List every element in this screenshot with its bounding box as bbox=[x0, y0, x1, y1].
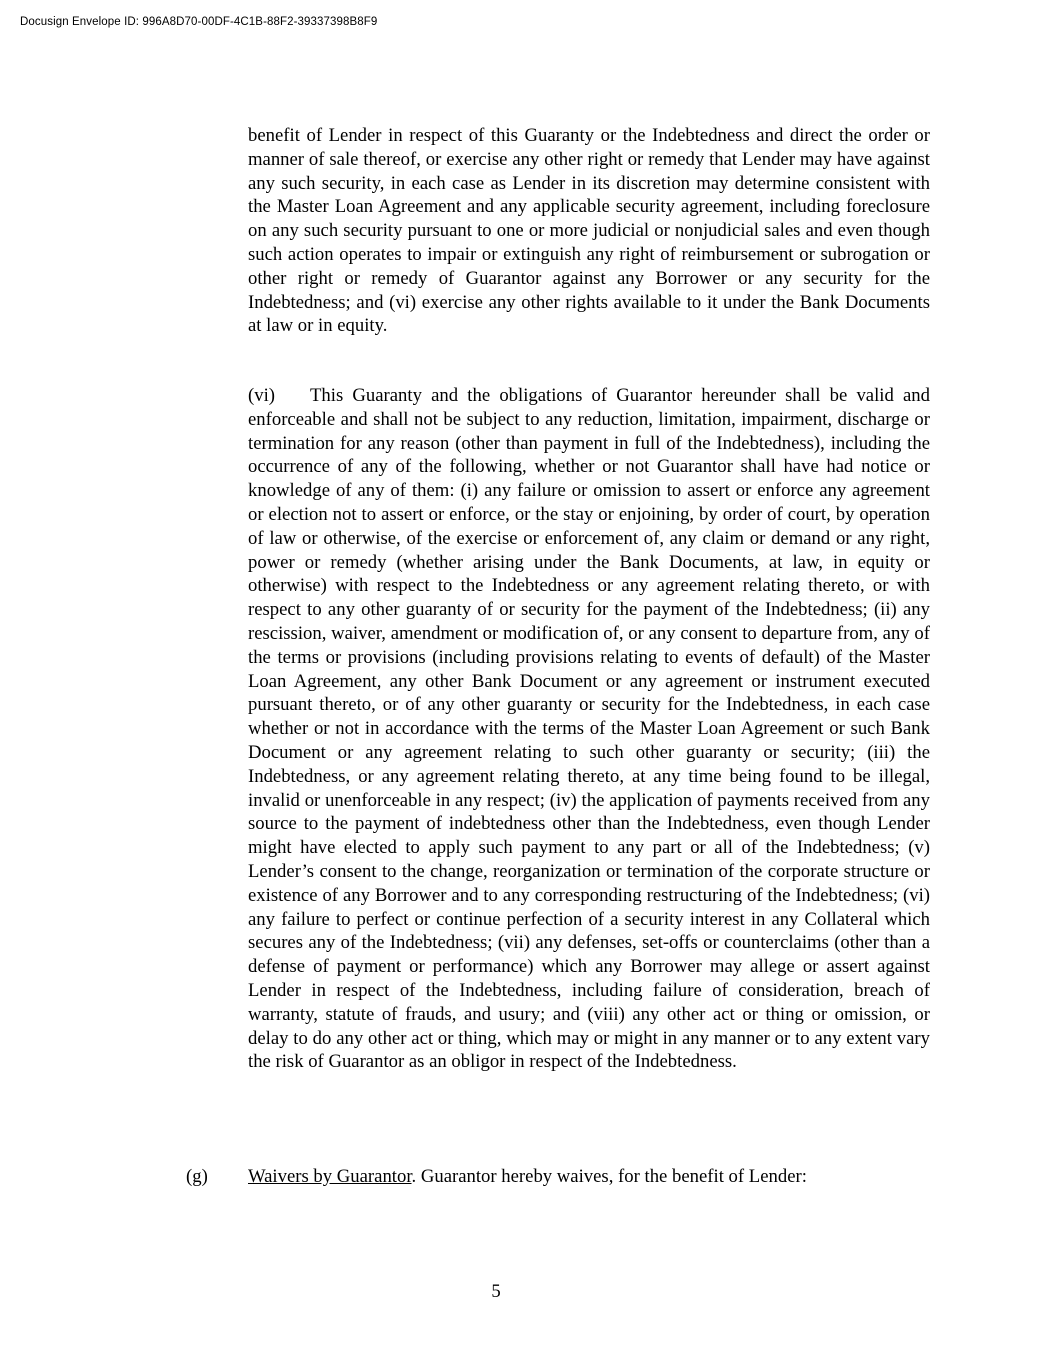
page-number: 5 bbox=[491, 1281, 501, 1302]
paragraph-g-label: (g) bbox=[186, 1166, 208, 1187]
paragraph-continuation: benefit of Lender in respect of this Guaranty or the Indebtedness and direct the order or manner of sale thereof, or exercise any other right or remedy that Lender may have against any such security, in each case as Lender in its discretion may determine consistent with the Master Loan Agreement and any applicable security agreement, including foreclosure on any such security pursuant to one or more judicial or nonjudicial sales and even though such action operates to impair or extinguish any right of reimbursement or subrogation or other right or remedy of Guarantor against any Borrower or any security for the Indebtedness; and (vi) exercise any other rights available to it under the Bank Documents at law or in equity. bbox=[248, 125, 930, 337]
paragraph-g bbox=[186, 1165, 807, 1189]
paragraph-vi-label: (vi) bbox=[248, 385, 275, 406]
paragraph-g-text: . Guarantor hereby waives, for the benefit of Lender: bbox=[411, 1166, 807, 1187]
envelope-id: Docusign Envelope ID: 996A8D70-00DF-4C1B-88F2-39337398B8F9 bbox=[20, 16, 378, 28]
paragraph-vi-text: This Guaranty and the obligations of Guarantor hereunder shall be valid and enforceable and shall not be subject to any reduction, limitation, impairment, discharge or termination for any reason (other than payment in full of the Indebtedness), including the occurrence of any of the following, whether or not Guarantor shall have had notice or knowledge of any of them: (i) any failure or omission to assert or enforce any agreement or election not to assert or enforce, or the stay or enjoining, by order of court, by operation of law or otherwise, of the exercise or enforcement of, any claim or demand or any right, power or remedy (whether arising under the Bank Documents, at law, in equity or otherwise) with respect to the Indebtedness or any agreement relating thereto, or with respect to any other guaranty of or security for the payment of the Indebtedness; (ii) any rescission, waiver, amendment or modification of, or any consent to departure from, any of the terms or provisions (including provisions relating to events of default) of the Master Loan Agreement, any other Bank Document or any agreement or instrument executed pursuant thereto, or of any other guaranty or security for the Indebtedness, in each case whether or not in accordance with the terms of the Master Loan Agreement or such Bank Document or any agreement relating to such other guaranty or security; (iii) the Indebtedness, or any agreement relating thereto, at any time being found to be illegal, invalid or unenforceable in any respect; (iv) the application of payments received from any source to the payment of indebtedness other than the Indebtedness, even though Lender might have elected to apply such payment to any part or all of the Indebtedness; (v) Lender’s consent to the change, reorganization or termination of the corporate structure or existence of any Borrower and to any corresponding restructuring of the Indebtedness; (vi) any failure to perfect or continue perfection of a security interest in any Collateral which secures any of the Indebtedness; (vii) any defenses, set-offs or counterclaims (other than a defense of payment or performance) which any Borrower may allege or assert against Lender in respect of the Indebtedness, including failure of consideration, breach of warranty, statute of frauds, and usury; and (viii) any other act or thing or omission, or delay to do any other act or thing, which may or might in any manner or to any extent vary the risk of Guarantor as an obligor in respect of the Indebtedness. bbox=[248, 385, 930, 1073]
paragraph-g-heading: Waivers by Guarantor bbox=[248, 1166, 412, 1187]
paragraph-vi bbox=[248, 384, 930, 1074]
